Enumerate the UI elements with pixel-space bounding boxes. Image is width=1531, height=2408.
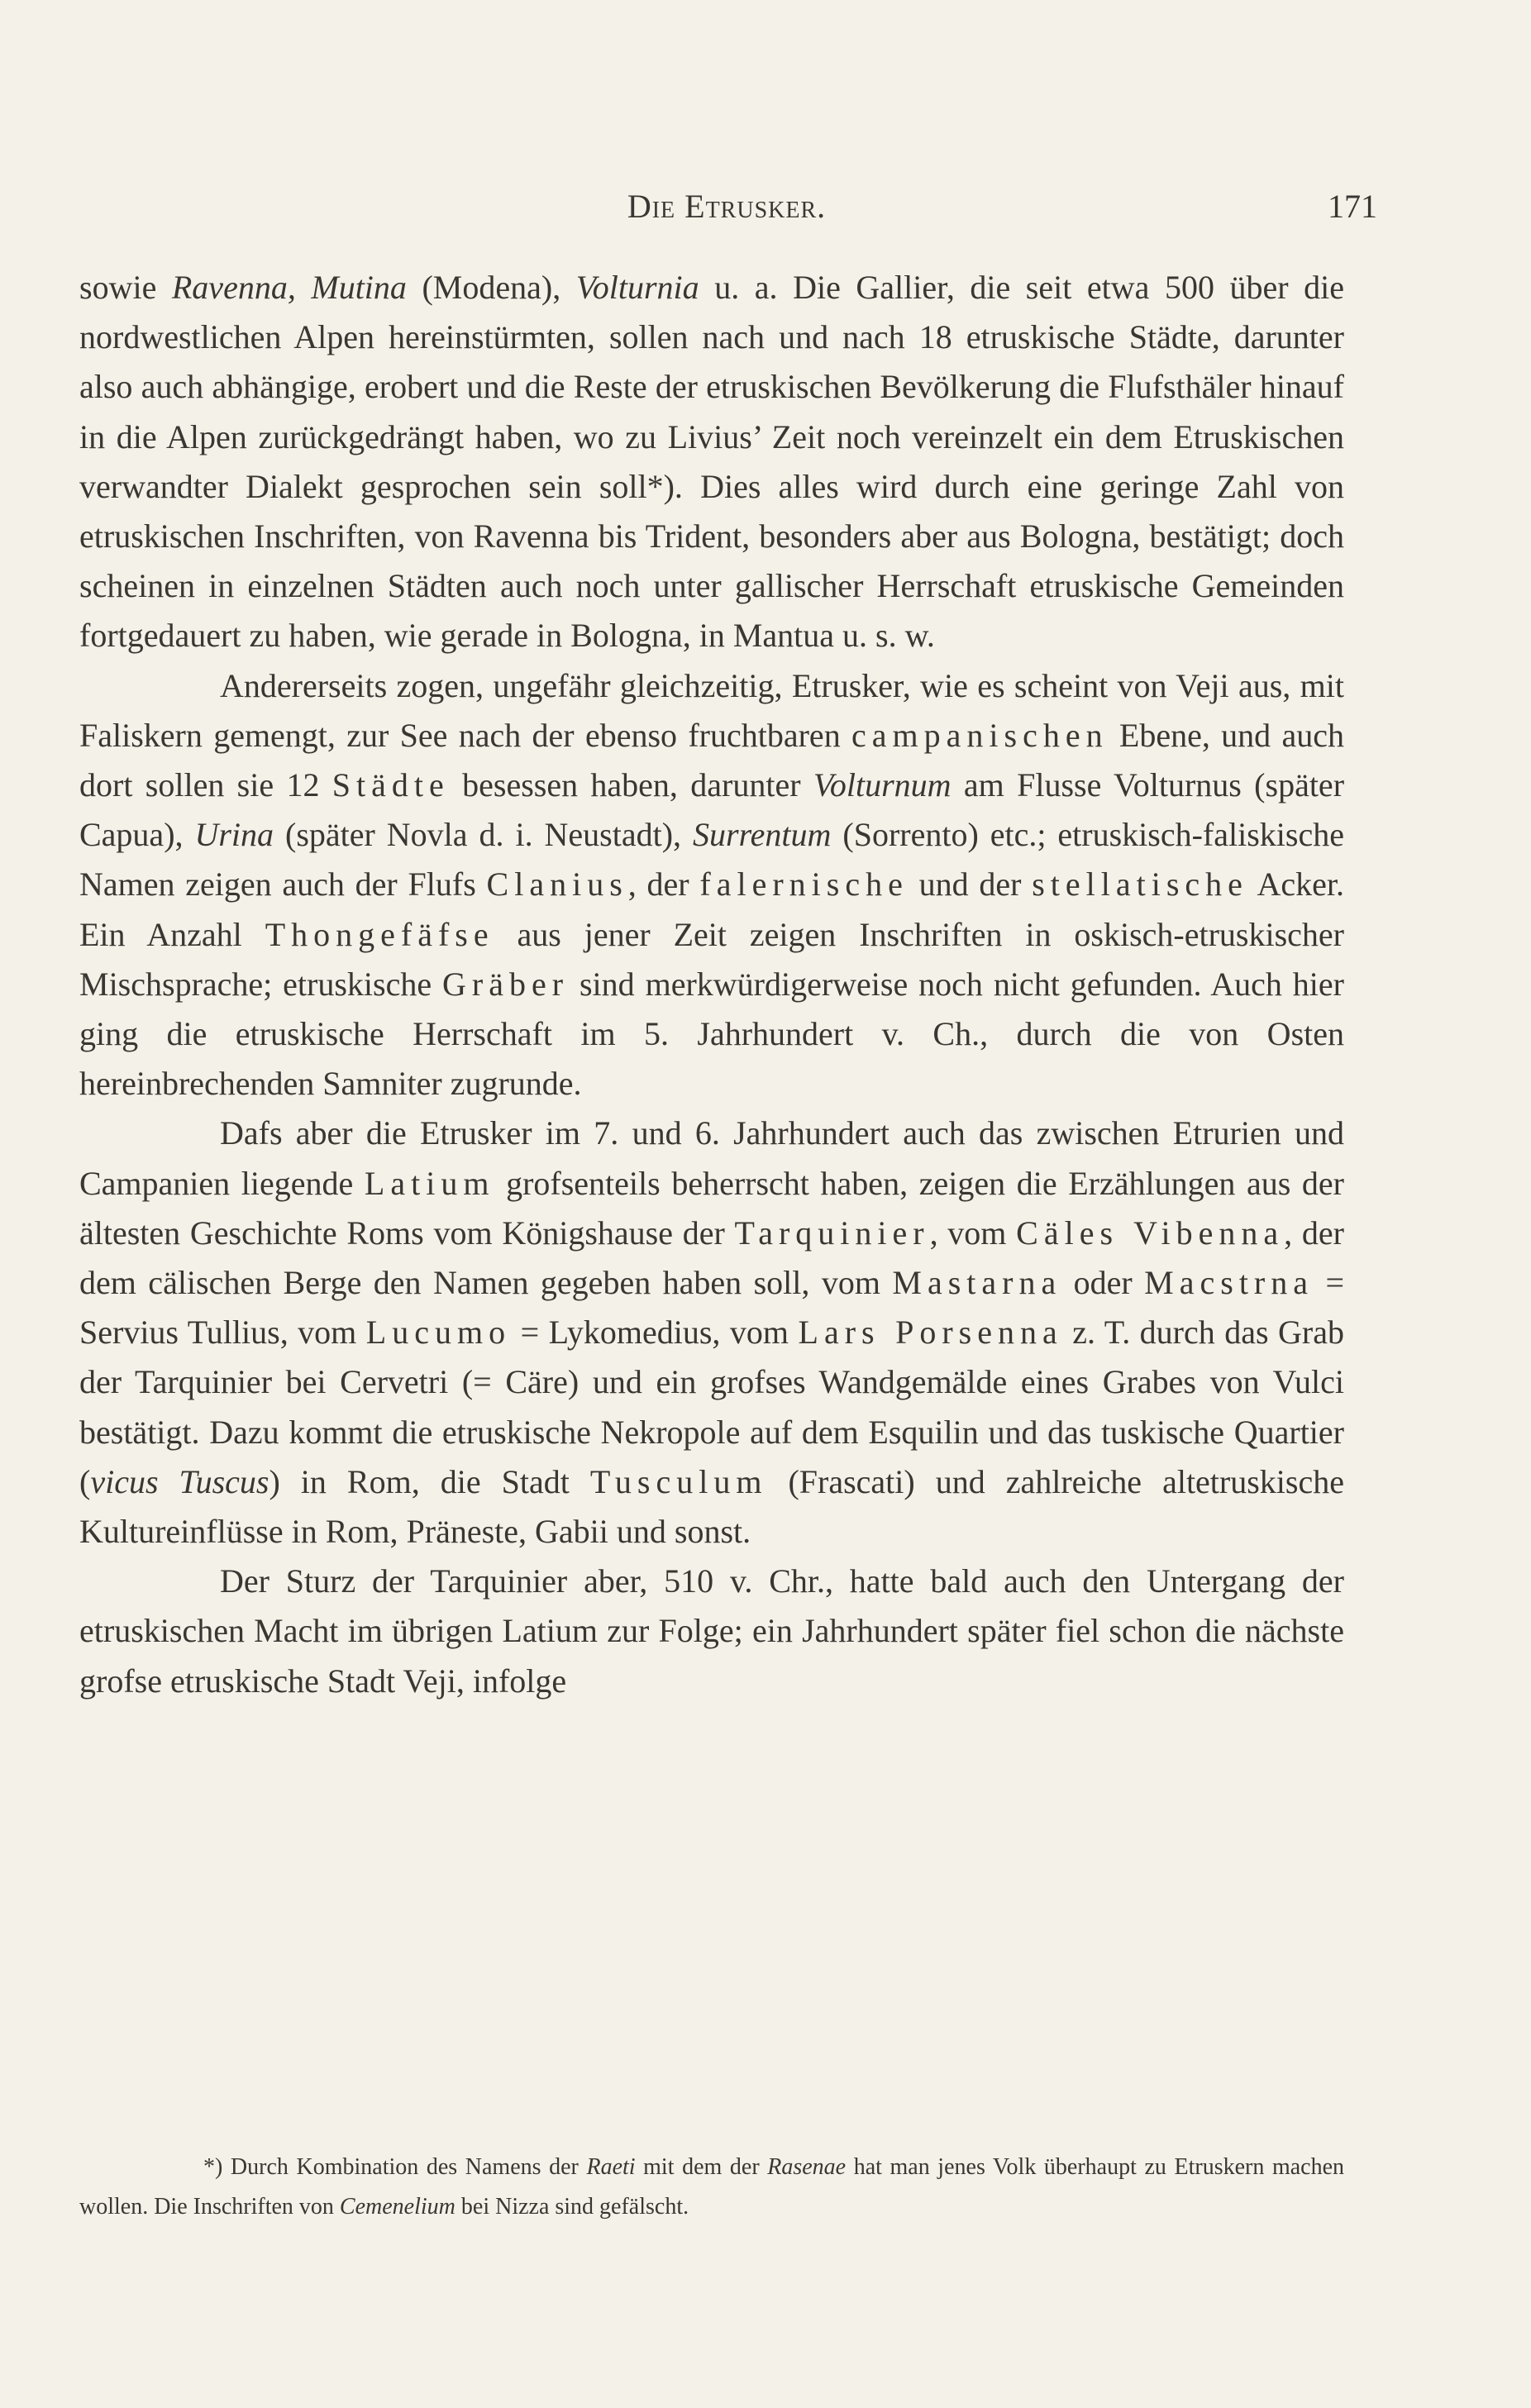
page-header [76, 187, 1377, 236]
body-text [79, 263, 1344, 1706]
running-title: Die Etrusker. [627, 188, 827, 225]
paragraph-4: Der Sturz der Tarquinier aber, 510 v. Chr., hatte bald auch den Untergang der etruskischen Macht im übrigen Latium zur Folge; ein Jahrhundert später fiel schon die nächste grofse etruskische Stadt Veji, infolge [79, 1562, 1344, 1700]
paragraph-2: Andererseits zogen, ungefähr gleichzeitig, Etrusker, wie es scheint von Veji aus, mit Faliskern gemengt, zur See nach der ebenso fruchtbaren campanischen Ebene, und auch dort sollen sie 12 Städte besessen haben, darunter Volturnum am Flusse Volturnus (später Capua), Urina (später Novla d. i. Neustadt), Surrentum (Sorrento) etc.; etruskisch-faliskische Namen zeigen auch der Flufs Clanius, der falernische und der stellatische Acker. Ein Anzahl Thongefäfse aus jener Zeit zeigen Inschriften in oskisch-etruskischer Mischsprache; etruskische Gräber sind merkwürdigerweise noch nicht gefunden. Auch hier ging die etruskische Herrschaft im 5. Jahrhundert v. Ch., durch die von Osten hereinbrechenden Samniter zugrunde. [79, 666, 1345, 1103]
footnote-text: *) Durch Kombination des Namens der Raeti mit dem der Rasenae hat man jenes Volk überhaupt zu Etruskern machen wollen. Die Inschriften von Cemenelium bei Nizza sind gefälscht. [79, 2154, 1345, 2220]
footnote [79, 2148, 1344, 2227]
paragraph-3: Dafs aber die Etrusker im 7. und 6. Jahrhundert auch das zwischen Etrurien und Campanien liegende Latium grofsenteils beherrscht haben, zeigen die Erzählungen aus der ältesten Geschichte Roms vom Königshause der Tarquinier, vom Cäles Vibenna, der dem cälischen Berge den Namen gegeben haben soll, vom Mastarna oder Macstrna = Servius Tullius, vom Lucumo = Lykomedius, vom Lars Porsenna z. T. durch das Grab der Tarquinier bei Cervetri (= Cäre) und ein grofses Wandgemälde eines Grabes von Vulci bestätigt. Dazu kommt die etruskische Nekropole auf dem Esquilin und das tuskische Quartier (vicus Tuscus) in Rom, die Stadt Tusculum (Frascati) und zahlreiche altetruskische Kultureinflüsse in Rom, Präneste, Gabii und sonst. [79, 1114, 1345, 1551]
paragraph-1: sowie Ravenna, Mutina (Modena), Volturnia u. a. Die Gallier, die seit etwa 500 über die nordwestlichen Alpen hereinstürmten, sollen nach und nach 18 etruskische Städte, darunter also auch abhängige, erobert und die Reste der etruskischen Bevölkerung die Flufsthäler hinauf in die Alpen zurückgedrängt haben, wo zu Livius’ Zeit noch vereinzelt ein dem Etruskischen verwandter Dialekt gesprochen sein soll*). Dies alles wird durch eine geringe Zahl von etruskischen Inschriften, von Ravenna bis Trident, besonders aber aus Bologna, bestätigt; doch scheinen in einzelnen Städten auch noch unter gallischer Herrschaft etruskische Gemeinden fortgedauert zu haben, wie gerade in Bologna, in Mantua u. s. w. [79, 269, 1344, 655]
page-number: 171 [1328, 188, 1377, 225]
